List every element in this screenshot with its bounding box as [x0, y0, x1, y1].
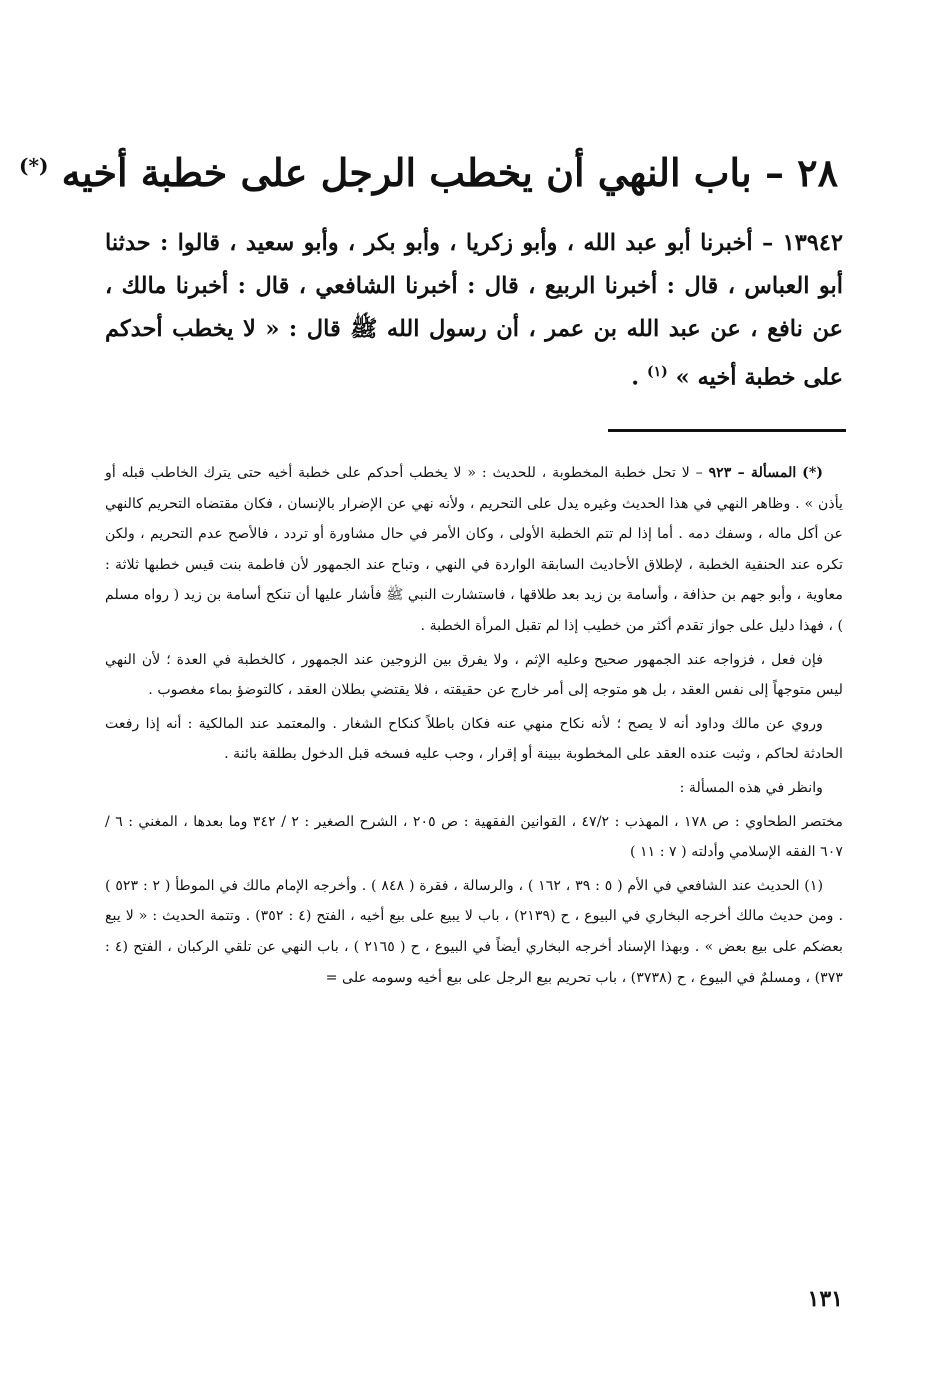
- chapter-title: [19, 150, 838, 196]
- hadith-end: .: [631, 364, 647, 391]
- footnotes-block: [105, 458, 843, 996]
- footnote-divider: [608, 429, 846, 432]
- footnote-1: (١) الحديث عند الشافعي في الأم ( ٥ : ٣٩ ، ١٦٢ ) ، والرسالة ، فقرة ( ٨٤٨ ) . وأخرجه الإمام مالك في الموطأ ( ٢ : ٥٢٣ ) . ومن حديث مالك أخرجه البخاري في البيوع ، ح (٢١٣٩) ، باب لا يبيع على بيع أخيه ، الفتح (٤ : ٣٥٢) . وتتمة الحديث : « لا يبع بعضكم على بيع بعض » . وبهذا الإسناد أخرجه البخاري أيضاً في البيوع ، ح ( ٢١٦٥ ) ، باب النهي عن تلقي الركبان ، الفتح (٤ : ٣٧٣) ، ومسلمٌ في البيوع ، ح (٣٧٣٨) ، باب تحريم بيع الرجل على بيع أخيه وسومه على =: [105, 877, 843, 986]
- hadith-paragraph: [105, 222, 843, 400]
- chapter-footnote-marker: (*): [19, 153, 49, 178]
- footnote-star-marker: (*): [802, 465, 823, 481]
- footnote-star-text: – لا تحل خطبة المخطوبة ، للحديث : « لا يخطب أحدكم على خطبة أخيه حتى يترك الخاطب قبله أو يأذن » . وظاهر النهي في هذا الحديث وغيره يدل على التحريم ، ولأنه نهي عن الإضرار بالإنسان ، فكان مقتضاه التحريم كالنهي عن أكل ماله ، وسفك دمه . أما إذا لم تتم الخطبة الأولى ، وكان الأمر في حال مشاورة أو تردد ، فالأصح عدم التحريم ، ولكن تكره عند الحنفية الخطبة ، لإطلاق الأحاديث السابقة الواردة في النهي ، وتباح عند الجمهور لأن فاطمة بنت قيس خطبها ثلاثة : معاوية ، وأبو جهم بن حذافة ، وأسامة بن زيد بعد طلاقها ، فاستشارت النبي ﷺ فأشار عليها أن تنكح أسامة بن زيد ( رواه مسلم ) ، فهذا دليل على جواز تقدم أكثر من خطيب إذا لم تقبل المرأة الخطبة .: [105, 465, 843, 634]
- chapter-title-text: ٢٨ – باب النهي أن يخطب الرجل على خطبة أخيه: [61, 150, 838, 195]
- hadith-block: [105, 222, 843, 400]
- footnote-paragraph-2: فإن فعل ، فزواجه عند الجمهور صحيح وعليه الإثم ، ولا يفرق بين الزوجين عند الجمهور ، كالخطبة في العدة ؛ لأن النهي ليس متوجهاً إلى نفس العقد ، بل هو متوجه إلى أمر خارج عن حقيقته ، فلا يقتضي بطلان العقد ، كالتوضؤ بماء مغصوب .: [105, 651, 843, 699]
- footnote-paragraph-4: وانظر في هذه المسألة :: [679, 779, 823, 796]
- footnote-star-heading: المسألة – ٩٢٣: [708, 465, 797, 481]
- footnote-paragraph-3: وروي عن مالك وداود أنه لا يصح ؛ لأنه نكاح منهي عنه فكان باطلاً كنكاح الشغار . والمعتمد عند المالكية : أنه إذا رفعت الحادثة لحاكم ، وثبت عنده العقد على المخطوبة ببينة أو إقرار ، وجب عليه فسخه قبل الدخول بطلقة بائنة .: [105, 715, 843, 763]
- page-number: ١٣١: [807, 1286, 843, 1312]
- footnote-references: مختصر الطحاوي : ص ١٧٨ ، المهذب : ٤٧/٢ ، القوانين الفقهية : ص ٢٠٥ ، الشرح الصغير : ٢ / ٣٤٢ وما بعدها ، المغني : ٦ / ٦٠٧ الفقه الإسلامي وأدلته ( ٧ : ١١ ): [105, 813, 843, 861]
- hadith-text: ١٣٩٤٢ – أخبرنا أبو عبد الله ، وأبو زكريا ، وأبو بكر ، وأبو سعيد ، قالوا : حدثنا أبو العباس ، قال : أخبرنا الربيع ، قال : أخبرنا الشافعي ، قال : أخبرنا مالك ، عن نافع ، عن عبد الله بن عمر ، أن رسول الله ﷺ قال : « لا يخطب أحدكم على خطبة أخيه »: [105, 230, 843, 391]
- footnote-star: [105, 458, 843, 642]
- hadith-footnote-ref: (١): [646, 364, 668, 380]
